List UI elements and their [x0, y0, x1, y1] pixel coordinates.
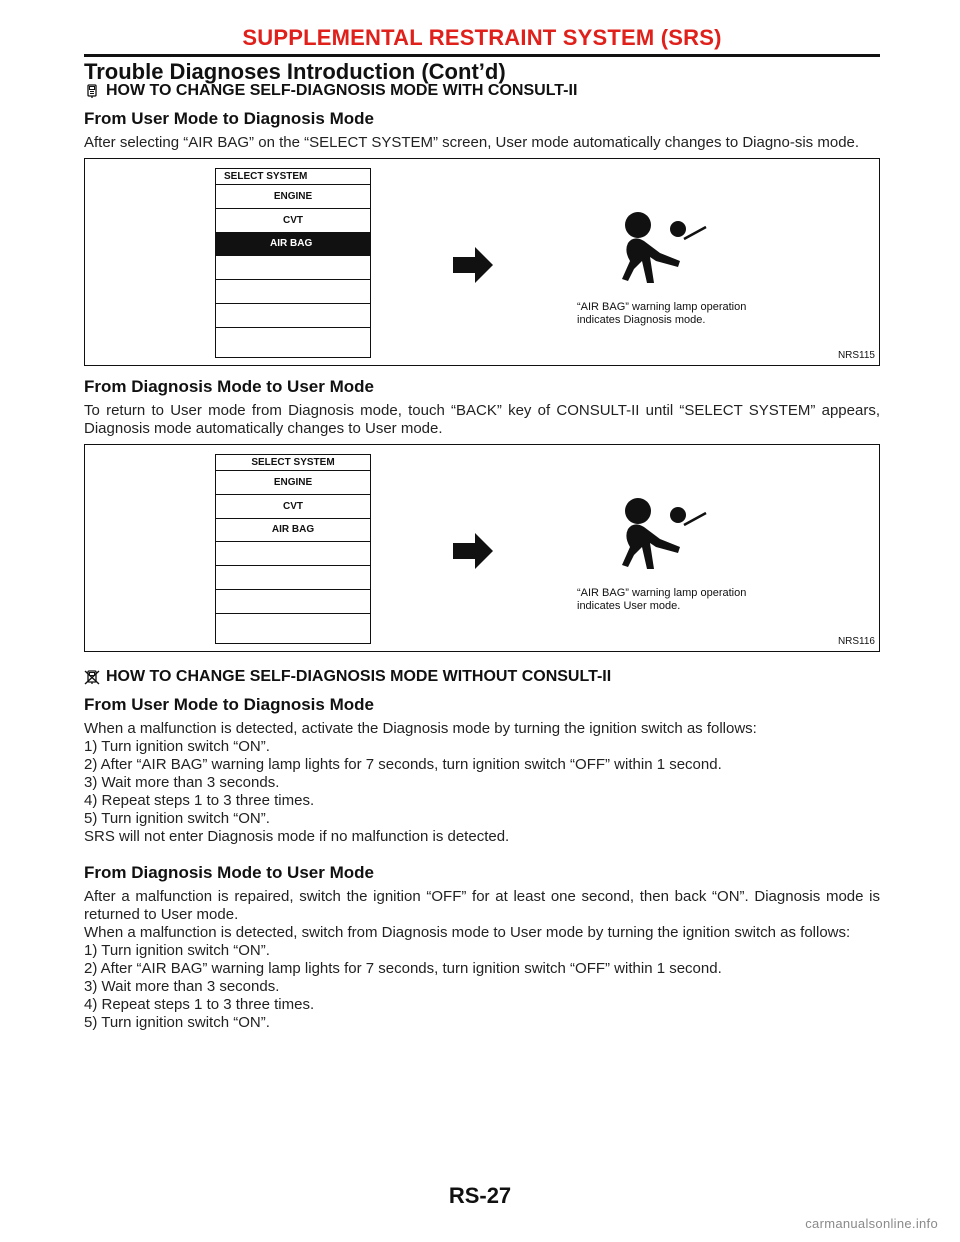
s1-sub2-text: To return to User mode from Diagnosis mode, touch “BACK” key of CONSULT-II until “SELECT SYSTEM” appears, Diagnosis mode automatically changes to User mode.: [84, 402, 880, 437]
caption-line: indicates Diagnosis mode.: [577, 314, 706, 326]
menu-title: SELECT SYSTEM: [216, 169, 370, 185]
s1-sub2-title: From Diagnosis Mode to User Mode: [84, 377, 374, 396]
page-header: [84, 24, 880, 84]
s2-sub1-title: From User Mode to Diagnosis Mode: [84, 695, 374, 714]
s2-sub2-title: From Diagnosis Mode to User Mode: [84, 863, 374, 882]
step-item: 3) Wait more than 3 seconds.: [84, 978, 280, 995]
section2-heading-text: HOW TO CHANGE SELF-DIAGNOSIS MODE WITHOUT CONSULT-II: [106, 668, 612, 685]
step-item: 1) Turn ignition switch “ON”.: [84, 738, 270, 755]
airbag-warning-lamp-icon: [620, 491, 710, 571]
s1-sub1-title: From User Mode to Diagnosis Mode: [84, 109, 374, 128]
s2-sub1-intro: When a malfunction is detected, activate the Diagnosis mode by turning the ignition switch as follows:: [84, 720, 757, 737]
menu-item-empty: [216, 542, 370, 566]
menu-item-engine: ENGINE: [216, 185, 370, 209]
page-content: [84, 80, 880, 1032]
menu-item-air-bag-highlighted: AIR BAG: [216, 233, 370, 257]
figure-code: NRS115: [837, 350, 875, 361]
step-item: 2) After “AIR BAG” warning lamp lights for 7 seconds, turn ignition switch “OFF” within 1 second.: [84, 960, 722, 977]
menu-item-empty: [216, 256, 370, 280]
step-item: 3) Wait more than 3 seconds.: [84, 774, 280, 791]
page-number: RS-27: [448, 1183, 512, 1208]
section1-heading-text: HOW TO CHANGE SELF-DIAGNOSIS MODE WITH CONSULT-II: [106, 82, 578, 99]
figure-caption: [577, 587, 746, 613]
section-title: SUPPLEMENTAL RESTRAINT SYSTEM (SRS): [242, 25, 722, 50]
section2-heading: [84, 666, 880, 688]
menu-item-empty: [216, 566, 370, 590]
figure-caption: [577, 301, 746, 327]
s2-sub1-steps: [84, 738, 880, 828]
figure-nrs116: [84, 444, 880, 652]
step-item: 4) Repeat steps 1 to 3 three times.: [84, 996, 315, 1013]
step-item: 5) Turn ignition switch “ON”.: [84, 810, 270, 827]
select-system-menu: [215, 454, 371, 644]
no-consult-tool-icon: [84, 669, 100, 685]
figure-nrs115: [84, 158, 880, 366]
menu-title: SELECT SYSTEM: [216, 455, 370, 471]
section1-heading: [84, 80, 880, 102]
menu-item-cvt: CVT: [216, 209, 370, 233]
menu-item-engine: ENGINE: [216, 471, 370, 495]
consult-tool-icon: [84, 83, 100, 99]
menu-item-empty: [216, 304, 370, 328]
menu-item-empty: [216, 280, 370, 304]
menu-item-empty: [216, 590, 370, 614]
figure-code: NRS116: [837, 636, 875, 647]
header-rule: [84, 54, 880, 57]
caption-line: indicates User mode.: [577, 600, 681, 612]
right-arrow-icon: [451, 245, 495, 285]
menu-item-empty: [216, 328, 370, 352]
watermark: carmanualsonline.info: [805, 1216, 938, 1231]
caption-line: “AIR BAG” warning lamp operation: [577, 301, 747, 313]
menu-item-empty: [216, 614, 370, 638]
select-system-menu: [215, 168, 371, 358]
step-item: 2) After “AIR BAG” warning lamp lights for 7 seconds, turn ignition switch “OFF” within 1 second.: [84, 756, 722, 773]
menu-item-cvt: CVT: [216, 495, 370, 519]
airbag-warning-lamp-icon: [620, 205, 710, 285]
menu-item-air-bag: AIR BAG: [216, 519, 370, 543]
s2-sub2-steps: [84, 942, 880, 1032]
s1-sub1-text: After selecting “AIR BAG” on the “SELECT SYSTEM” screen, User mode automatically changes to Diagno-sis mode.: [84, 134, 860, 151]
step-item: 4) Repeat steps 1 to 3 three times.: [84, 792, 315, 809]
s2-sub2-text1: After a malfunction is repaired, switch the ignition “OFF” for at least one second, then back “ON”. Diagnosis mode is returned to User mode.: [84, 888, 880, 923]
s2-sub2-text2: When a malfunction is detected, switch from Diagnosis mode to User mode by turning the ignition switch as follows:: [84, 924, 851, 941]
step-item: 1) Turn ignition switch “ON”.: [84, 942, 270, 959]
page-subtitle: Trouble Diagnoses Introduction (Cont’d): [84, 59, 506, 84]
right-arrow-icon: [451, 531, 495, 571]
caption-line: “AIR BAG” warning lamp operation: [577, 587, 747, 599]
s2-sub1-note: SRS will not enter Diagnosis mode if no malfunction is detected.: [84, 828, 510, 845]
step-item: 5) Turn ignition switch “ON”.: [84, 1014, 270, 1031]
